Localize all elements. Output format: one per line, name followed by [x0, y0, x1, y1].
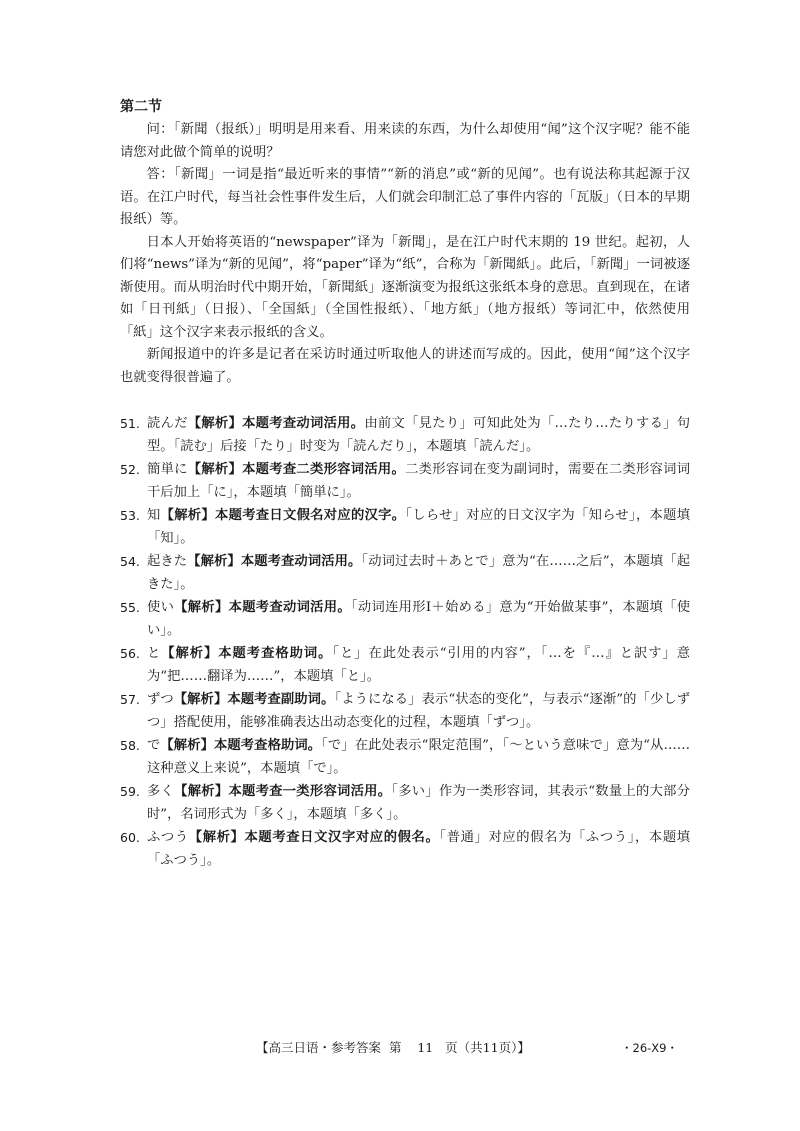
- answer-number: 57.: [120, 692, 140, 707]
- document-page: [120, 96, 690, 873]
- answer-item-53: [120, 505, 690, 550]
- answer-list: [120, 413, 690, 872]
- answer-word: 多く: [147, 784, 175, 799]
- newspaper-origin-paragraph: 日本人开始将英语的“newspaper”译为「新聞」，是在江户时代末期的 19 世纪。起初，人们将“news”译为“新的见闻”，将“paper”译为“纸”，合称为「新聞紙」。此后，「新聞」一词被逐渐使用。而从明治时代中期开始，「新聞紙」逐渐演变为报纸这张纸本身的意思。直到现在，在诸如「日刊紙」（日报）、「全国紙」（全国性报纸）、「地方紙」（地方报纸）等词汇中，依然使用「紙」这个汉字来表示报纸的含义。: [120, 234, 690, 340]
- answer-paragraph: 答：「新聞」一词是指“最近听来的事情”“新的消息”或“新的见闻”。也有说法称其起源于汉语。在江户时代，每当社会性事件发生后，人们就会印制汇总了事件内容的「瓦版」（日本的早期报纸）等。: [120, 167, 690, 227]
- analysis-tag: 【解析】: [174, 600, 229, 615]
- analysis-topic: 本题考查动词活用。: [228, 600, 351, 615]
- answer-item-58: [120, 735, 690, 780]
- answer-word: と: [147, 646, 162, 661]
- answer-number: 59.: [120, 784, 140, 799]
- analysis-tag: 【解析】: [160, 738, 214, 753]
- analysis-tag: 【解析】: [173, 692, 228, 707]
- answer-number: 54.: [120, 554, 140, 569]
- answer-word: ふつう: [147, 830, 189, 845]
- answer-number: 60.: [120, 830, 140, 845]
- answer-item-55: [120, 597, 690, 642]
- analysis-text: 「普通」对应的假名为「ふつう」，本题填「ふつう」。: [147, 830, 691, 868]
- spacer: [120, 389, 690, 413]
- section-title: 第二节: [120, 99, 162, 115]
- analysis-topic: 本题考查一类形容词活用。: [228, 784, 392, 799]
- analysis-tag: 【解析】: [187, 462, 243, 477]
- answer-word: 簡単に: [147, 462, 188, 477]
- analysis-text: 二类形容词在变为副词时，需要在二类形容词词干后加上「に」，本题填「簡単に」。: [147, 462, 691, 500]
- answer-number: 53.: [120, 508, 140, 523]
- answer-word: 起きた: [147, 554, 188, 569]
- answer-item-51: [120, 413, 690, 458]
- analysis-topic: 本题考查日文汉字对应的假名。: [244, 830, 440, 845]
- analysis-topic: 本题考查格助词。: [218, 646, 333, 661]
- analysis-text: 由前文「見たり」可知此处为「…たり…たりする」句型。「読む」后接「たり」时变为「読んだり」，本题填「読んだ」。: [147, 416, 691, 454]
- answer-number: 58.: [120, 738, 140, 753]
- analysis-tag: 【解析】: [187, 554, 241, 569]
- analysis-text: 「と」在此处表示“引用的内容”，「…を『…』と訳す」意为“把……翻译为……”，本题填「と」。: [147, 646, 691, 684]
- analysis-topic: 本题考查动词活用。: [242, 416, 365, 431]
- analysis-text: 「多い」作为一类形容词，其表示“数量上的大部分时”，名词形式为「多く」，本题填「多く」。: [147, 784, 691, 822]
- analysis-topic: 本题考查动词活用。: [240, 554, 362, 569]
- analysis-text: 「しらせ」对应的日文汉字为「知らせ」，本题填「知」。: [147, 508, 691, 546]
- footer-page-info: 【高三日语・参考答案 第 11 页（共11页）】: [256, 1040, 530, 1055]
- answer-item-60: [120, 827, 690, 872]
- analysis-tag: 【解析】: [187, 416, 243, 431]
- analysis-text: 「ようになる」表示“状态的变化”，与表示“逐渐”的「少しずつ」搭配使用，能够准确表达出动态变化的过程，本题填「ずつ」。: [147, 692, 691, 730]
- closing-paragraph: 新闻报道中的许多是记者在采访时通过听取他人的讲述而写成的。因此，使用“闻”这个汉字也就变得很普遍了。: [120, 347, 690, 385]
- answer-word: 読んだ: [147, 416, 188, 431]
- analysis-text: 「动词过去时＋あとで」意为“在……之后”，本题填「起きた」。: [147, 554, 691, 592]
- answer-item-56: [120, 643, 690, 688]
- analysis-tag: 【解析】: [160, 508, 215, 523]
- analysis-topic: 本题考查格助词。: [214, 738, 322, 753]
- answer-word: 使い: [147, 600, 175, 615]
- answer-number: 51.: [120, 416, 140, 431]
- answer-word: 知: [147, 508, 161, 523]
- analysis-text: 「で」在此处表示“限定范围”，「～という意味で」意为“从……这种意义上来说”，本题填「で」。: [147, 738, 691, 776]
- answer-item-57: [120, 689, 690, 734]
- answer-item-52: [120, 459, 690, 504]
- answer-word: ずつ: [147, 692, 174, 707]
- analysis-topic: 本题考查日文假名对应的汉字。: [215, 508, 406, 523]
- question-paragraph: 问：「新聞（报纸）」明明是用来看、用来读的东西，为什么却使用“闻”这个汉字呢？能不能请您对此做个简单的说明？: [120, 122, 690, 160]
- answer-number: 56.: [120, 646, 140, 661]
- analysis-text: 「动词连用形Ⅰ＋始める」意为“开始做某事”，本题填「使い」。: [147, 600, 691, 638]
- analysis-topic: 本题考查副助词。: [227, 692, 335, 707]
- analysis-tag: 【解析】: [161, 646, 219, 661]
- answer-number: 55.: [120, 600, 140, 615]
- answer-word: で: [147, 738, 161, 753]
- analysis-tag: 【解析】: [174, 784, 229, 799]
- answer-item-59: [120, 781, 690, 826]
- answer-number: 52.: [120, 462, 140, 477]
- analysis-tag: 【解析】: [188, 830, 245, 845]
- analysis-topic: 本题考查二类形容词活用。: [242, 462, 406, 477]
- footer-exam-code: ・26-X9・: [621, 1041, 678, 1055]
- answer-item-54: [120, 551, 690, 596]
